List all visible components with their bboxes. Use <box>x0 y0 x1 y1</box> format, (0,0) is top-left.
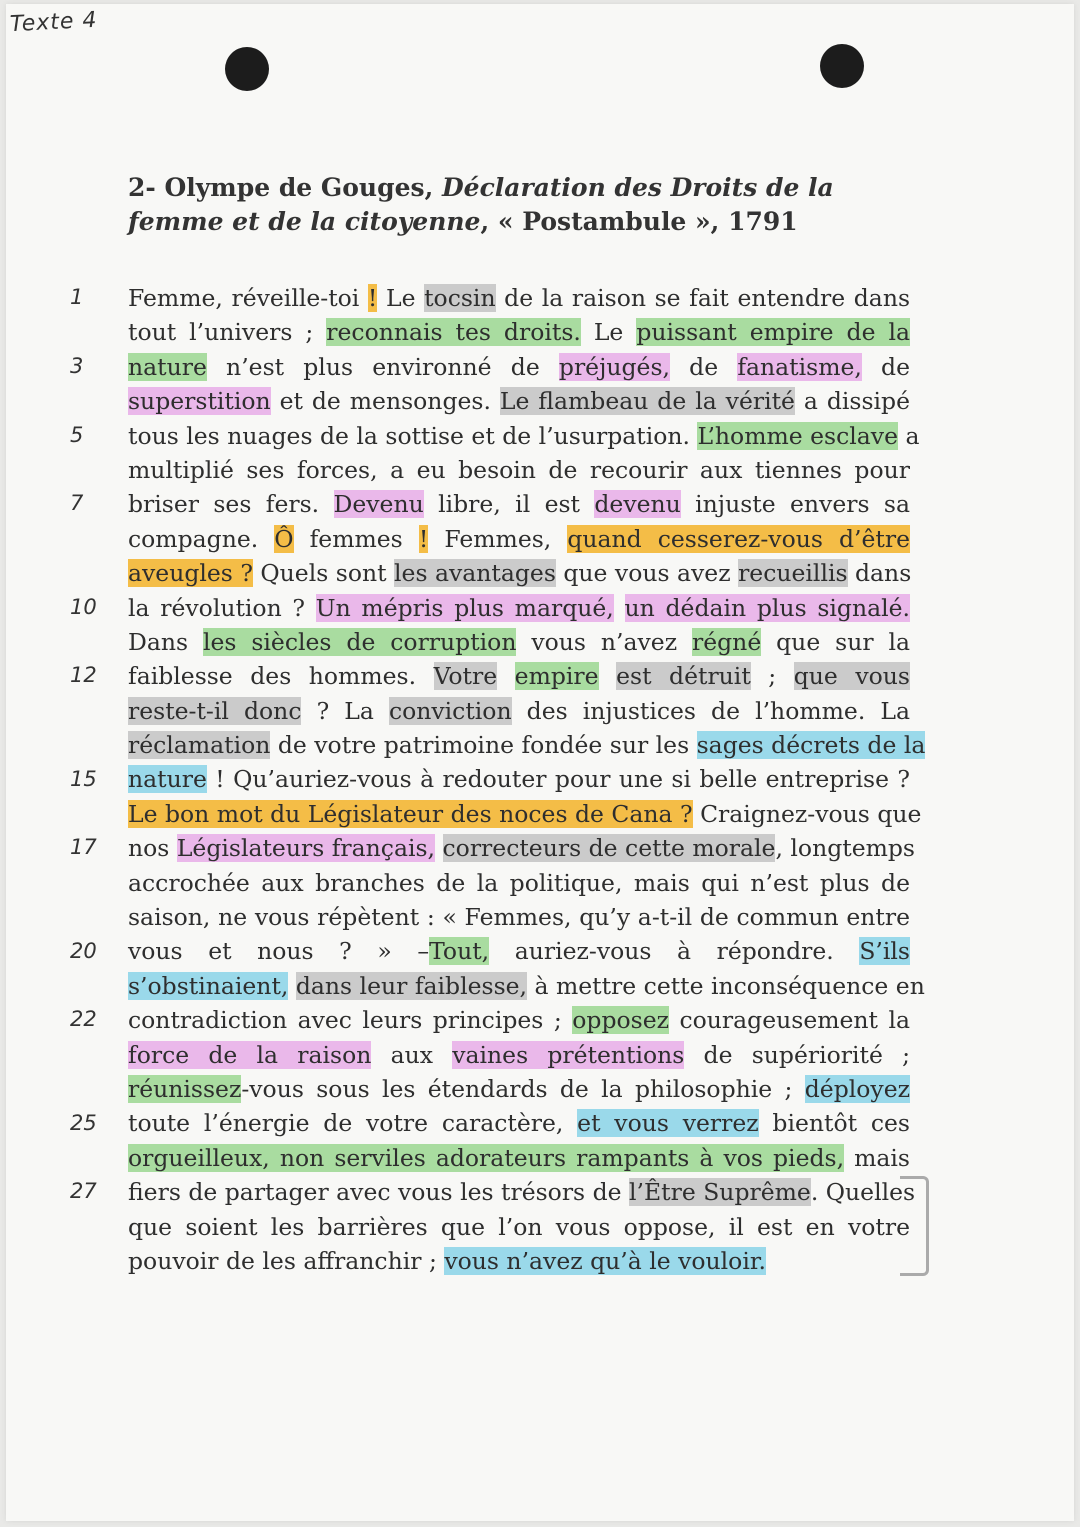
text-run <box>435 834 442 862</box>
text-run: Femmes, <box>428 524 568 553</box>
line-number: 7 <box>70 491 84 516</box>
text-line <box>128 969 925 1003</box>
text-run: contradiction avec leurs principes ; <box>128 1006 573 1035</box>
text-run: n’est plus environné de <box>206 352 559 381</box>
text-run: des injustices de l’homme. La <box>511 696 910 725</box>
text-run: compagne. <box>128 524 275 553</box>
text-run: de <box>670 352 738 381</box>
highlighted-phrase: est détruit <box>616 662 751 691</box>
postambule-text <box>128 281 926 1278</box>
highlighted-phrase: fanatisme, <box>737 352 862 381</box>
highlighted-phrase: que vous <box>793 662 910 691</box>
text-run: Femme, réveille-toi <box>128 284 368 312</box>
highlighted-phrase: reste-t-il donc <box>128 696 302 725</box>
document-heading <box>128 171 928 239</box>
text-line <box>128 1038 910 1072</box>
text-line <box>128 384 910 418</box>
text-run: bientôt ces <box>758 1109 910 1138</box>
line-number: 27 <box>70 1179 97 1204</box>
text-run: multiplié ses forces, a eu besoin de recourir aux tiennes pour <box>128 455 910 484</box>
highlighted-phrase: les siècles de corruption <box>202 627 517 656</box>
highlighted-phrase: L’homme esclave <box>697 421 898 450</box>
text-run: ? La <box>301 696 389 725</box>
highlighted-phrase: opposez <box>572 1006 669 1035</box>
line-number: 20 <box>70 938 97 963</box>
highlighted-phrase: nature <box>128 765 207 794</box>
text-run: libre, il est <box>423 490 595 519</box>
text-run: , longtemps <box>775 834 915 863</box>
highlighted-phrase: vaines prétentions <box>452 1040 685 1069</box>
text-run: . Quelles <box>810 1178 916 1207</box>
highlighted-phrase: un dédain plus signalé. <box>624 593 911 622</box>
text-run: la révolution ? <box>128 593 316 622</box>
text-run: que vous avez <box>555 559 739 588</box>
heading-title: Déclaration des Droits de la femme et de la citoyenne <box>128 173 834 236</box>
highlighted-phrase: s’obstinaient, <box>128 971 289 1000</box>
highlighted-phrase: et vous verrez <box>577 1109 759 1138</box>
text-run: tout l’univers ; <box>128 318 327 347</box>
text-run: courageusement la <box>669 1006 911 1035</box>
text-line <box>128 453 910 487</box>
line-number: 5 <box>70 422 84 447</box>
text-line <box>128 281 910 315</box>
highlighted-phrase: vous n’avez qu’à le vouloir. <box>444 1246 766 1275</box>
text-run: a <box>897 421 920 450</box>
text-line <box>128 866 910 900</box>
line-number: 25 <box>70 1110 97 1135</box>
highlighted-phrase: Ô <box>274 524 294 553</box>
text-run <box>599 662 617 690</box>
text-line <box>128 797 922 831</box>
text-run <box>497 662 515 690</box>
punch-hole-right <box>820 44 864 88</box>
highlighted-phrase: recueillis <box>738 559 848 588</box>
text-run: Dans <box>128 627 203 656</box>
text-line <box>128 694 910 728</box>
heading-prefix: 2- Olympe de Gouges, <box>128 173 442 202</box>
text-run: de votre patrimoine fondée sur les <box>270 731 697 760</box>
highlighted-phrase: Le bon mot du Législateur des noces de Cana ? <box>128 799 693 828</box>
text-line <box>128 1210 910 1244</box>
highlighted-phrase: préjugés, <box>558 352 670 381</box>
text-run: toute l’énergie de votre caractère, <box>128 1109 578 1138</box>
text-run: de supériorité ; <box>684 1040 911 1069</box>
highlighted-phrase: ! <box>367 284 378 312</box>
text-run: aux <box>371 1040 453 1069</box>
highlighted-phrase: réclamation <box>128 731 271 760</box>
text-run <box>614 594 625 622</box>
text-run: auriez-vous à répondre. <box>489 937 860 966</box>
text-run: et de mensonges. <box>270 387 500 416</box>
highlighted-phrase: force de la raison <box>128 1040 372 1069</box>
text-line <box>128 659 910 693</box>
text-line <box>128 1141 910 1175</box>
text-line <box>128 1175 916 1209</box>
highlighted-phrase: Votre <box>433 662 498 691</box>
text-run: pouvoir de les affranchir ; <box>128 1246 445 1275</box>
text-line <box>128 900 910 934</box>
highlighted-phrase: quand cesserez-vous d’être <box>567 524 910 553</box>
text-run: nos <box>128 834 177 863</box>
text-line <box>128 1072 910 1106</box>
highlighted-phrase: Un mépris plus marqué, <box>315 593 614 622</box>
highlighted-phrase: déployez <box>804 1074 910 1103</box>
text-run: dans <box>847 559 912 588</box>
text-line <box>128 1244 910 1278</box>
handwritten-bracket <box>900 1176 929 1276</box>
highlighted-phrase: empire <box>514 662 599 691</box>
text-run: accrochée aux branches de la politique, mais qui n’est plus de <box>128 868 910 897</box>
text-line <box>128 1003 910 1037</box>
highlighted-phrase: Le flambeau de la vérité <box>499 387 795 416</box>
text-line <box>128 487 910 521</box>
text-run: faiblesse des hommes. <box>128 662 434 691</box>
text-run: Le <box>580 318 637 347</box>
text-run: Quels sont <box>252 559 395 588</box>
highlighted-phrase: les avantages <box>394 559 556 588</box>
text-line <box>128 934 910 968</box>
text-line <box>128 625 910 659</box>
highlighted-phrase: dans leur faiblesse, <box>295 971 528 1000</box>
handwritten-note: Texte 4 <box>9 7 99 38</box>
text-run: de <box>861 352 911 381</box>
text-run: a dissipé <box>794 387 910 416</box>
text-run: vous n’avez <box>516 627 692 656</box>
highlighted-phrase: réunissez <box>128 1074 242 1103</box>
text-line <box>128 315 910 349</box>
text-line <box>128 762 910 796</box>
highlighted-phrase: Tout, <box>429 937 490 966</box>
text-line <box>128 1106 910 1140</box>
highlighted-phrase: correcteurs de cette morale <box>442 834 776 863</box>
highlighted-phrase: orgueilleux, non serviles adorateurs rampants à vos pieds, <box>128 1143 845 1172</box>
highlighted-phrase: devenu <box>594 490 681 519</box>
highlighted-phrase: ! <box>418 524 429 553</box>
highlighted-phrase: Devenu <box>333 490 424 519</box>
highlighted-phrase: tocsin <box>424 284 496 312</box>
line-number: 12 <box>70 663 97 688</box>
highlighted-phrase: conviction <box>388 696 512 725</box>
text-run: Le <box>377 284 425 312</box>
highlighted-phrase: nature <box>128 352 207 381</box>
highlighted-phrase: l’Être Suprême <box>629 1178 811 1207</box>
text-run: ; <box>750 662 794 691</box>
text-run: briser ses fers. <box>128 490 334 519</box>
text-run: que sur la <box>761 627 911 656</box>
text-run: tous les nuages de la sottise et de l’usurpation. <box>128 421 698 450</box>
highlighted-phrase: puissant empire de la <box>636 318 911 347</box>
highlighted-phrase: S’ils <box>859 937 910 966</box>
text-line <box>128 556 910 590</box>
text-run: -vous sous les étendards de la philosophie ; <box>241 1074 805 1103</box>
line-number: 10 <box>70 594 97 619</box>
text-run: fiers de partager avec vous les trésors de <box>128 1178 630 1207</box>
text-run: ! Qu’auriez-vous à redouter pour une si belle entreprise ? <box>206 765 910 794</box>
line-number: 15 <box>70 766 97 791</box>
text-run <box>288 972 295 1000</box>
text-line <box>128 831 915 865</box>
highlighted-phrase: régné <box>692 627 762 656</box>
text-run: que soient les barrières que l’on vous oppose, il est en votre <box>128 1212 910 1241</box>
text-line <box>128 419 920 453</box>
highlighted-phrase: aveugles ? <box>128 559 253 588</box>
heading-suffix: , « Postambule », 1791 <box>480 207 798 236</box>
text-run: à mettre cette inconséquence en <box>527 971 925 1000</box>
line-number: 17 <box>70 835 97 860</box>
punch-hole-left <box>225 47 269 91</box>
highlighted-phrase: reconnais tes droits. <box>326 318 581 347</box>
highlighted-phrase: superstition <box>128 387 271 416</box>
line-number: 3 <box>70 353 84 378</box>
highlighted-phrase: Législateurs français, <box>176 834 436 863</box>
text-run: femmes <box>293 524 419 553</box>
line-number: 1 <box>70 285 84 309</box>
text-run: mais <box>844 1143 910 1172</box>
text-run: de la raison se fait entendre dans <box>495 284 911 312</box>
text-line <box>128 728 926 762</box>
line-number: 22 <box>70 1007 97 1032</box>
highlighted-phrase: sages décrets de la <box>696 731 926 760</box>
text-line <box>128 591 910 625</box>
text-run: saison, ne vous répètent : « Femmes, qu’y a-t-il de commun entre <box>128 903 910 932</box>
text-run: injuste envers sa <box>680 490 910 519</box>
text-run: Craignez-vous que <box>692 799 922 828</box>
text-run: vous et nous ? » – <box>128 937 430 966</box>
text-line <box>128 522 910 556</box>
text-line <box>128 350 910 384</box>
